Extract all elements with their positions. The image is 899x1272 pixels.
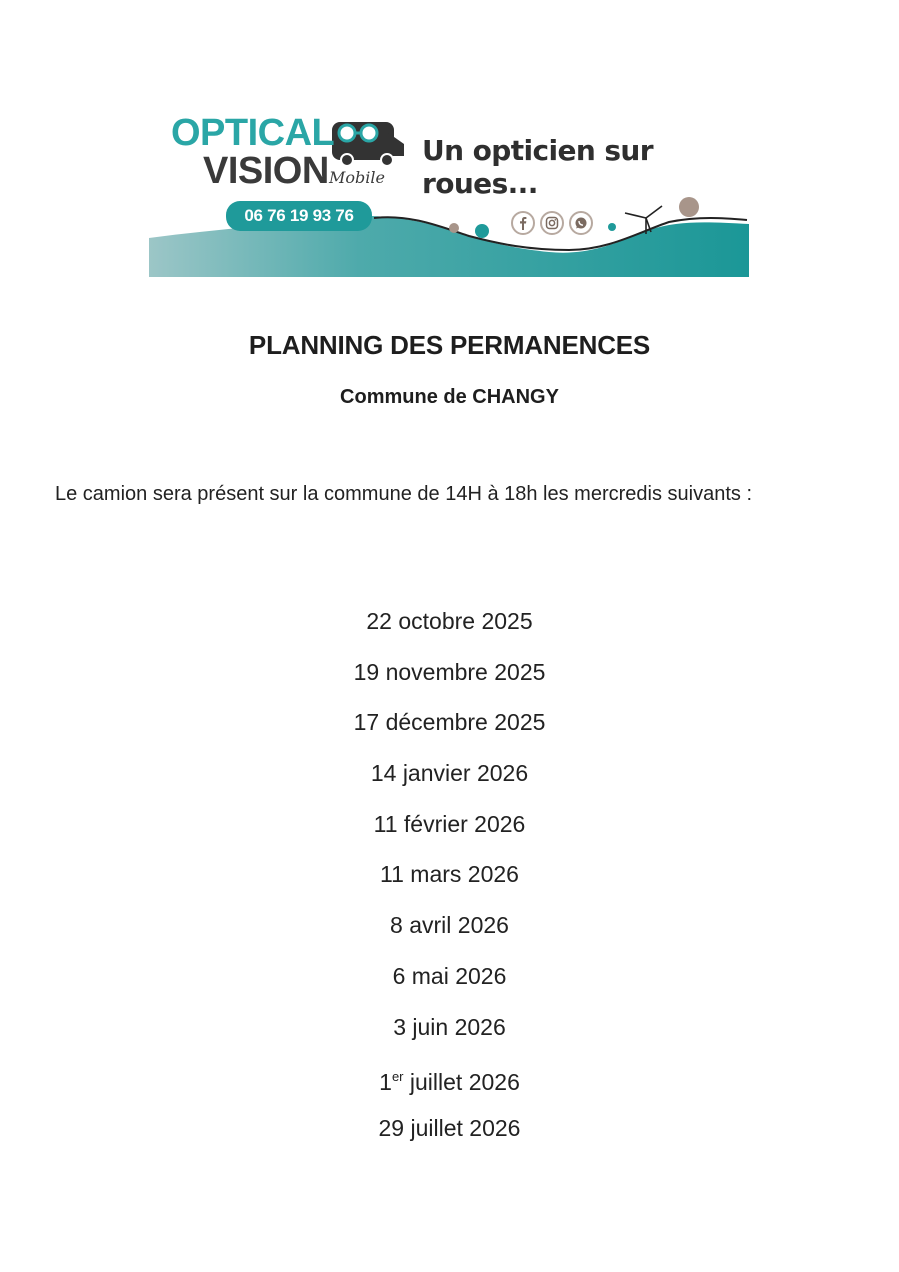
date-item: 8 avril 2026 (390, 912, 509, 939)
page-subtitle: Commune de CHANGY (340, 386, 559, 408)
page-title: PLANNING DES PERMANENCES (248, 330, 651, 360)
dot-teal-small (608, 223, 616, 231)
date-rest: juillet 2026 (403, 1069, 520, 1096)
facebook-icon (511, 211, 535, 235)
slogan: Un opticien sur roues... (422, 134, 653, 200)
date-ordinal: er (391, 1069, 404, 1085)
date-item: 22 octobre 2025 (366, 608, 533, 634)
date-day: 1 (379, 1069, 392, 1096)
brand-line1: OPTICAL (171, 112, 335, 154)
whatsapp-icon (569, 211, 593, 235)
date-item: 17 décembre 2025 (353, 709, 546, 736)
date-list (0, 602, 899, 1160)
date-item (0, 1058, 899, 1109)
dot-teal (475, 224, 489, 238)
date-item: 6 mai 2026 (392, 962, 507, 989)
brand-logo (171, 114, 334, 190)
intro-paragraph: Le camion sera présent sur la commune de 14H à 18h les mercredis suivants : (55, 483, 753, 505)
brand-sub: Mobile (329, 168, 385, 187)
date-item: 3 juin 2026 (393, 1013, 506, 1040)
date-item: 11 février 2026 (373, 810, 526, 837)
date-item: 29 juillet 2026 (378, 1114, 521, 1141)
brand-line2: VISION (203, 150, 329, 192)
dot-taupe-large (679, 197, 699, 217)
dot-taupe-small (449, 223, 459, 233)
phone-number: 06 76 19 93 76 (226, 201, 372, 231)
date-item: 19 novembre 2025 (353, 658, 546, 685)
date-item: 11 mars 2026 (380, 861, 519, 888)
van-icon (332, 122, 404, 166)
instagram-icon (540, 211, 564, 235)
logo-banner (149, 110, 749, 277)
date-item: 14 janvier 2026 (370, 760, 529, 787)
